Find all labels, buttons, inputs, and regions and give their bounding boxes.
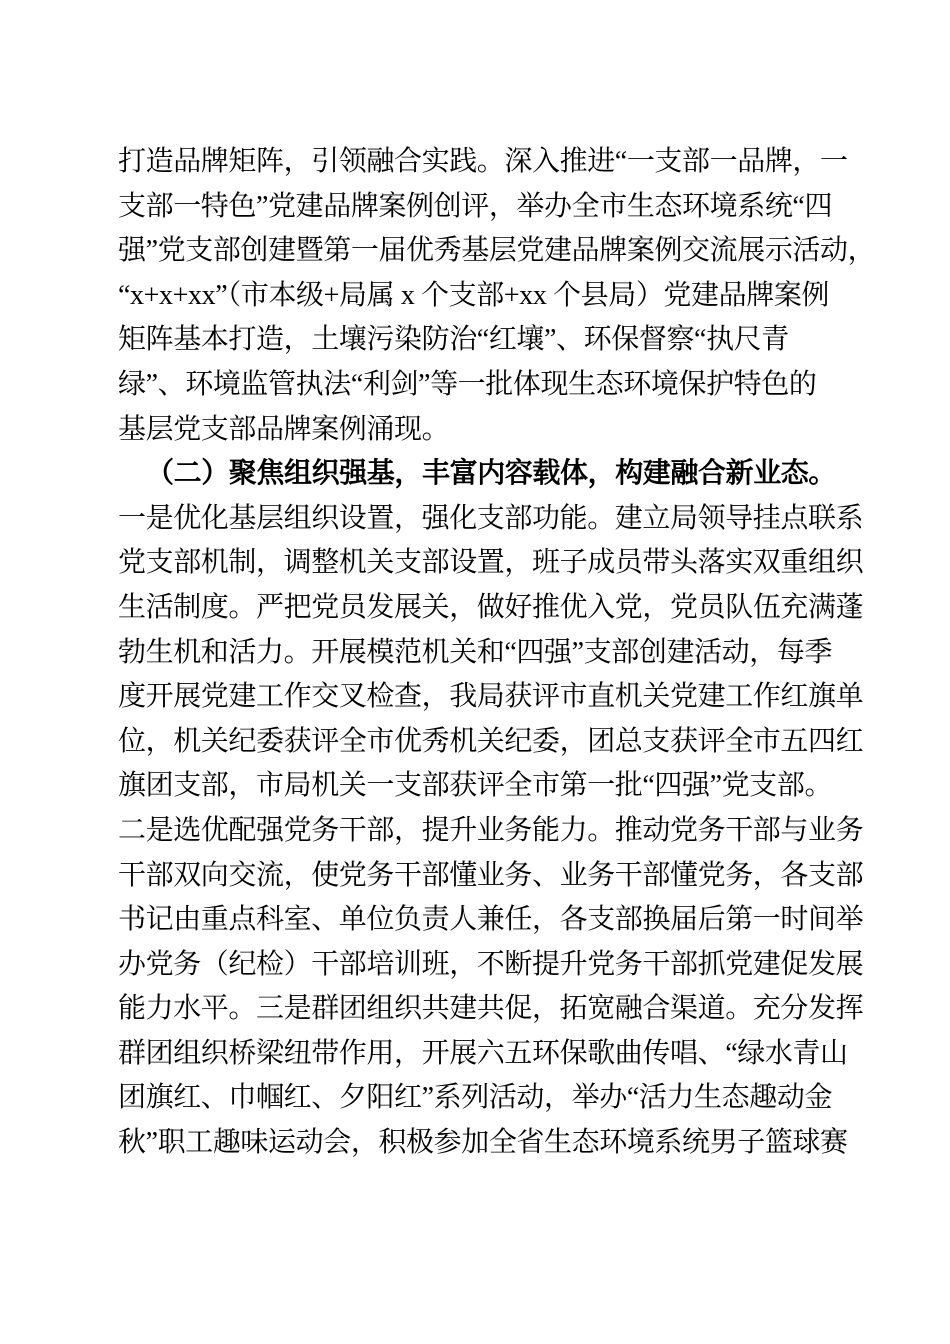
- text-line: 党支部机制，调整机关支部设置，班子成员带头落实双重组织: [118, 547, 864, 579]
- text-line: 支部一特色”党建品牌案例创评，举办全市生态环境系统“四: [118, 190, 833, 222]
- text-line: 能力水平。三是群团组织共建共促，拓宽融合渠道。充分发挥: [118, 993, 864, 1025]
- section-heading: [118, 452, 880, 497]
- text-line: 打造品牌矩阵，引领融合实践。深入推进“一支部一品牌，一: [118, 146, 848, 177]
- text-line: 团旗红、巾帼红、夕阳红”系列活动，举办“活力生态趣动金: [118, 1082, 833, 1114]
- text-line: 二是选优配强党务干部，提升业务能力。推动党务干部与业务: [118, 814, 864, 846]
- text-line: 办党务（纪检）干部培训班，不断提升党务干部抓党建促发展: [118, 948, 864, 980]
- text-line: 绿”、环境监管执法“利剑”等一批体现生态环境保护特色的: [118, 368, 817, 400]
- text-line: 位，机关纪委获评全市优秀机关纪委，团总支获评全市五四红: [118, 725, 864, 757]
- text-line: 秋”职工趣味运动会，积极参加全省生态环境系统男子篮球赛: [118, 1127, 848, 1159]
- text-line: 生活制度。严把党员发展关，做好推优入党，党员队伍充满蓬: [118, 591, 864, 623]
- text-line: 一是优化基层组织设置，强化支部功能。建立局领导挂点联系: [118, 502, 864, 534]
- text-line: 基层党支部品牌案例涌现。: [118, 413, 450, 445]
- text-line: 干部双向交流，使党务干部懂业务、业务干部懂党务，各支部: [118, 859, 864, 891]
- paragraph-continuation: [118, 140, 880, 452]
- text-line: （二）聚焦组织强基，丰富内容载体，构建融合新业态。: [146, 458, 837, 490]
- paragraph-body: [118, 497, 880, 1166]
- text-line: 度开展党建工作交叉检查，我局获评市直机关党建工作红旗单: [118, 681, 864, 713]
- text-line: 强”党支部创建暨第一届优秀基层党建品牌案例交流展示活动，: [118, 235, 876, 267]
- text-line: “x+x+xx”（市本级+局属 x 个支部+xx 个县局）党建品牌案例: [118, 279, 830, 311]
- text-line: 群团组织桥梁纽带作用，开展六五环保歌曲传唱、“绿水青山: [118, 1037, 848, 1069]
- text-line: 矩阵基本打造，土壤污染防治“红壤”、环保督察“执尺青: [118, 324, 789, 356]
- text-line: 旗团支部，市局机关一支部获评全市第一批“四强”党支部。: [118, 770, 833, 802]
- text-line: 勃生机和活力。开展模范机关和“四强”支部创建活动，每季: [118, 636, 833, 668]
- text-line: 书记由重点科室、单位负责人兼任，各支部换届后第一时间举: [118, 904, 864, 936]
- document-body: [118, 140, 880, 1166]
